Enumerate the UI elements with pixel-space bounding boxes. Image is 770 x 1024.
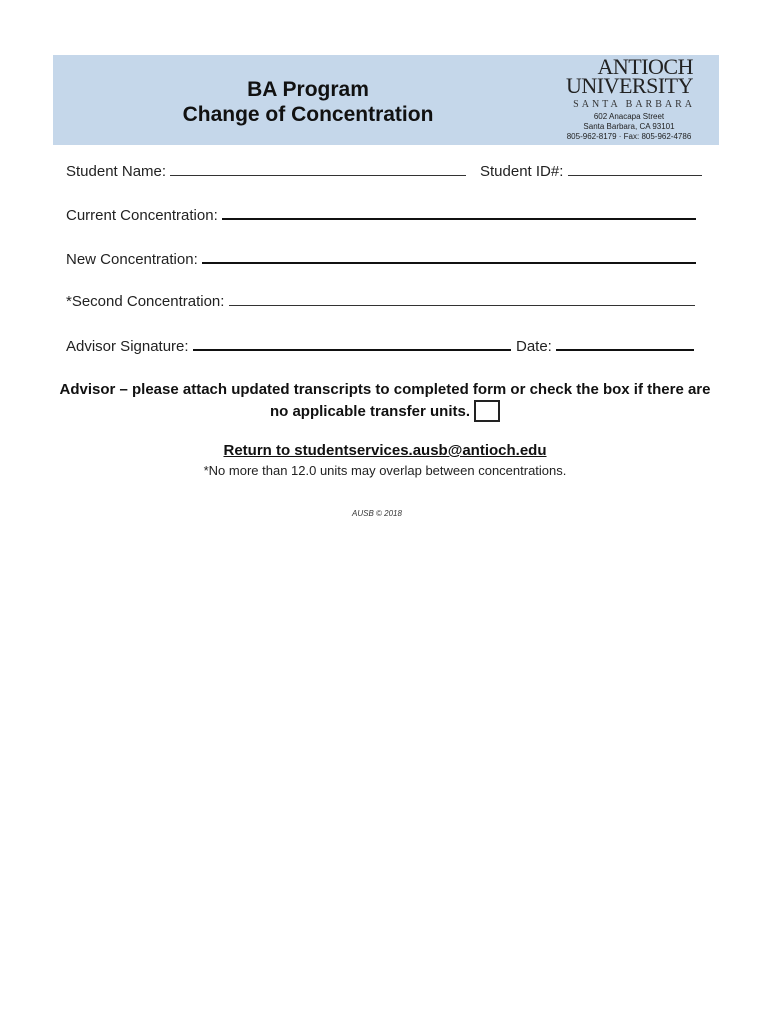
advisor-note-line-2-wrap: [40, 400, 730, 422]
form-header: [53, 55, 719, 145]
advisor-note: [40, 379, 730, 422]
title-line-1: BA Program: [247, 78, 369, 101]
title-line-2: Change of Concentration: [182, 103, 434, 126]
current-concentration-label: Current Concentration:: [66, 207, 218, 224]
university-logo: [549, 54, 709, 142]
student-id-field: [480, 163, 702, 180]
logo-line-santa-barbara: SANTA BARBARA: [573, 99, 695, 110]
student-name-field: [66, 163, 466, 180]
advisor-signature-line[interactable]: [193, 337, 511, 351]
return-email-link[interactable]: Return to studentservices.ausb@antioch.edu: [223, 442, 547, 459]
logo-line-antioch: ANTIOCH: [597, 54, 693, 79]
form-title: [133, 77, 483, 127]
current-concentration-field: [66, 206, 696, 224]
student-id-label: Student ID#:: [480, 163, 564, 180]
new-concentration-label: New Concentration:: [66, 251, 198, 268]
address-phone: 805-962-8179 · Fax: 805-962-4786: [566, 132, 692, 141]
overlap-note: *No more than 12.0 units may overlap between concentrations.: [203, 463, 567, 478]
student-id-line[interactable]: [568, 163, 702, 176]
current-concentration-line[interactable]: [222, 206, 696, 220]
student-name-line[interactable]: [170, 163, 466, 176]
advisor-signature-field: [66, 337, 511, 355]
copyright-text: AUSB © 2018: [352, 509, 402, 518]
date-field: [516, 337, 694, 355]
advisor-note-line-2: no applicable transfer units.: [269, 403, 471, 420]
date-label: Date:: [516, 338, 552, 355]
address-street: 602 Anacapa Street: [593, 112, 665, 121]
logo-line-university: UNIVERSITY: [566, 73, 693, 98]
advisor-signature-label: Advisor Signature:: [66, 338, 189, 355]
advisor-note-line-1: Advisor – please attach updated transcripts to completed form or check the box if there are: [59, 381, 711, 398]
second-concentration-label: *Second Concentration:: [66, 293, 225, 310]
date-line[interactable]: [556, 337, 694, 351]
transfer-units-checkbox[interactable]: [474, 400, 500, 422]
second-concentration-field: [66, 293, 695, 310]
second-concentration-line[interactable]: [229, 293, 695, 306]
student-name-label: Student Name:: [66, 163, 167, 180]
address-block: [549, 112, 709, 142]
new-concentration-line[interactable]: [202, 250, 696, 264]
new-concentration-field: [66, 250, 696, 268]
address-city: Santa Barbara, CA 93101: [583, 122, 675, 131]
